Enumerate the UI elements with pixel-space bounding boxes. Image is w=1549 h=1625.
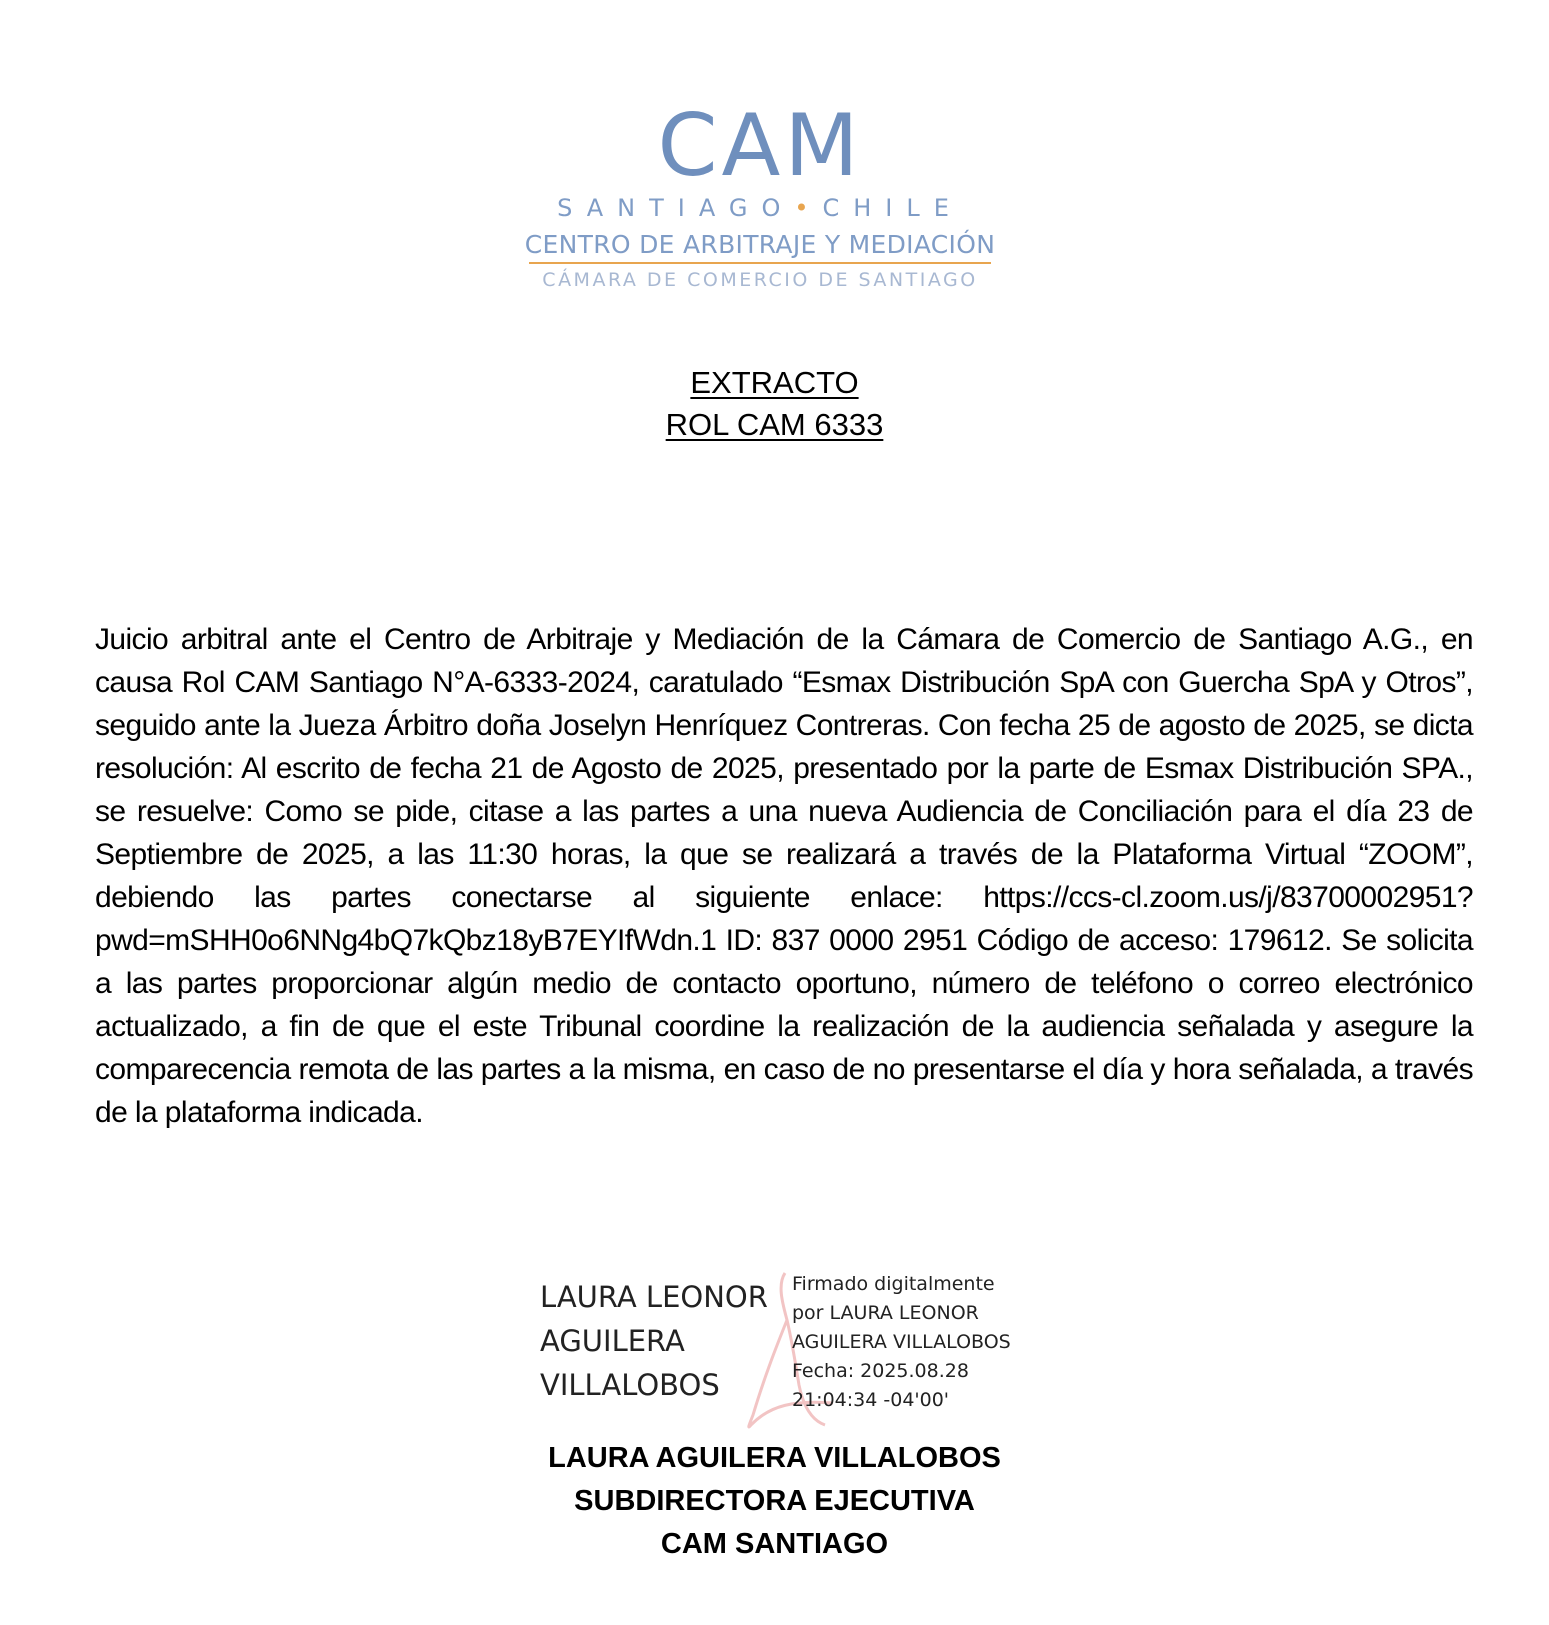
signature-details xyxy=(792,1270,1011,1415)
logo-cam-text: CAM xyxy=(657,96,863,196)
signature-name-line: AGUILERA xyxy=(540,1324,685,1358)
signature-detail-line: 21:04:34 -04'00' xyxy=(792,1389,950,1411)
cam-logo xyxy=(480,96,1040,292)
heading-title: EXTRACTO xyxy=(690,365,859,400)
logo-city xyxy=(480,194,1040,222)
signatory-org: CAM SANTIAGO xyxy=(660,1528,889,1560)
logo-camara: CÁMARA DE COMERCIO DE SANTIAGO xyxy=(542,269,978,291)
logo-city-dot: • xyxy=(794,194,823,222)
signatory-position: SUBDIRECTORA EJECUTIVA xyxy=(574,1485,975,1517)
digital-signature xyxy=(540,1265,1060,1435)
logo-centro: CENTRO DE ARBITRAJE Y MEDIACIÓN xyxy=(524,230,996,259)
logo-city-right: CHILE xyxy=(822,194,963,222)
signatory-block xyxy=(0,1437,1549,1566)
signatory-name: LAURA AGUILERA VILLALOBOS xyxy=(548,1442,1001,1474)
signature-detail-line: Fecha: 2025.08.28 xyxy=(792,1360,969,1382)
document-heading xyxy=(0,362,1549,446)
signature-detail-line: Firmado digitalmente xyxy=(792,1273,995,1295)
heading-rol: ROL CAM 6333 xyxy=(665,407,884,442)
signature-detail-line: por LAURA LEONOR xyxy=(792,1302,979,1324)
signature-name-line: VILLALOBOS xyxy=(540,1368,720,1402)
extract-body: Juicio arbitral ante el Centro de Arbitraje y Mediación de la Cámara de Comercio de Santiago A.G., en causa Rol CAM Santiago N°A-6333-2024, caratulado “Esmax Distribución SpA con Guercha SpA y Otros”, seguido ante la Jueza Árbitro doña Joselyn Henríquez Contreras. Con fecha 25 de agosto de 2025, se dicta resolución: Al escrito de fecha 21 de Agosto de 2025, presentado por la parte de Esmax Distribución SPA., se resuelve: Como se pide, citase a las partes a una nueva Audiencia de Conciliación para el día 23 de Septiembre de 2025, a las 11:30 horas, la que se realizará a través de la Plataforma Virtual “ZOOM”, debiendo las partes conectarse al siguiente enlace: https://ccs-cl.zoom.us/j/83700002951?pwd=mSHH0o6NNg4bQ7kQbz18yB7EYIfWdn.1 ID: 837 0000 2951 Código de acceso: 179612. Se solicita a las partes proporcionar algún medio de contacto oportuno, número de teléfono o correo electrónico actualizado, a fin de que el este Tribunal coordine la realización de la audiencia señalada y asegure la comparecencia remota de las partes a la misma, en caso de no presentarse el día y hora señalada, a través de la plataforma indicada. xyxy=(95,623,1473,1129)
signature-name-line: LAURA LEONOR xyxy=(540,1280,768,1314)
logo-divider xyxy=(529,262,991,264)
logo-city-left: SANTIAGO xyxy=(557,194,795,222)
signature-name xyxy=(540,1275,768,1407)
signature-detail-line: AGUILERA VILLALOBOS xyxy=(792,1331,1011,1353)
